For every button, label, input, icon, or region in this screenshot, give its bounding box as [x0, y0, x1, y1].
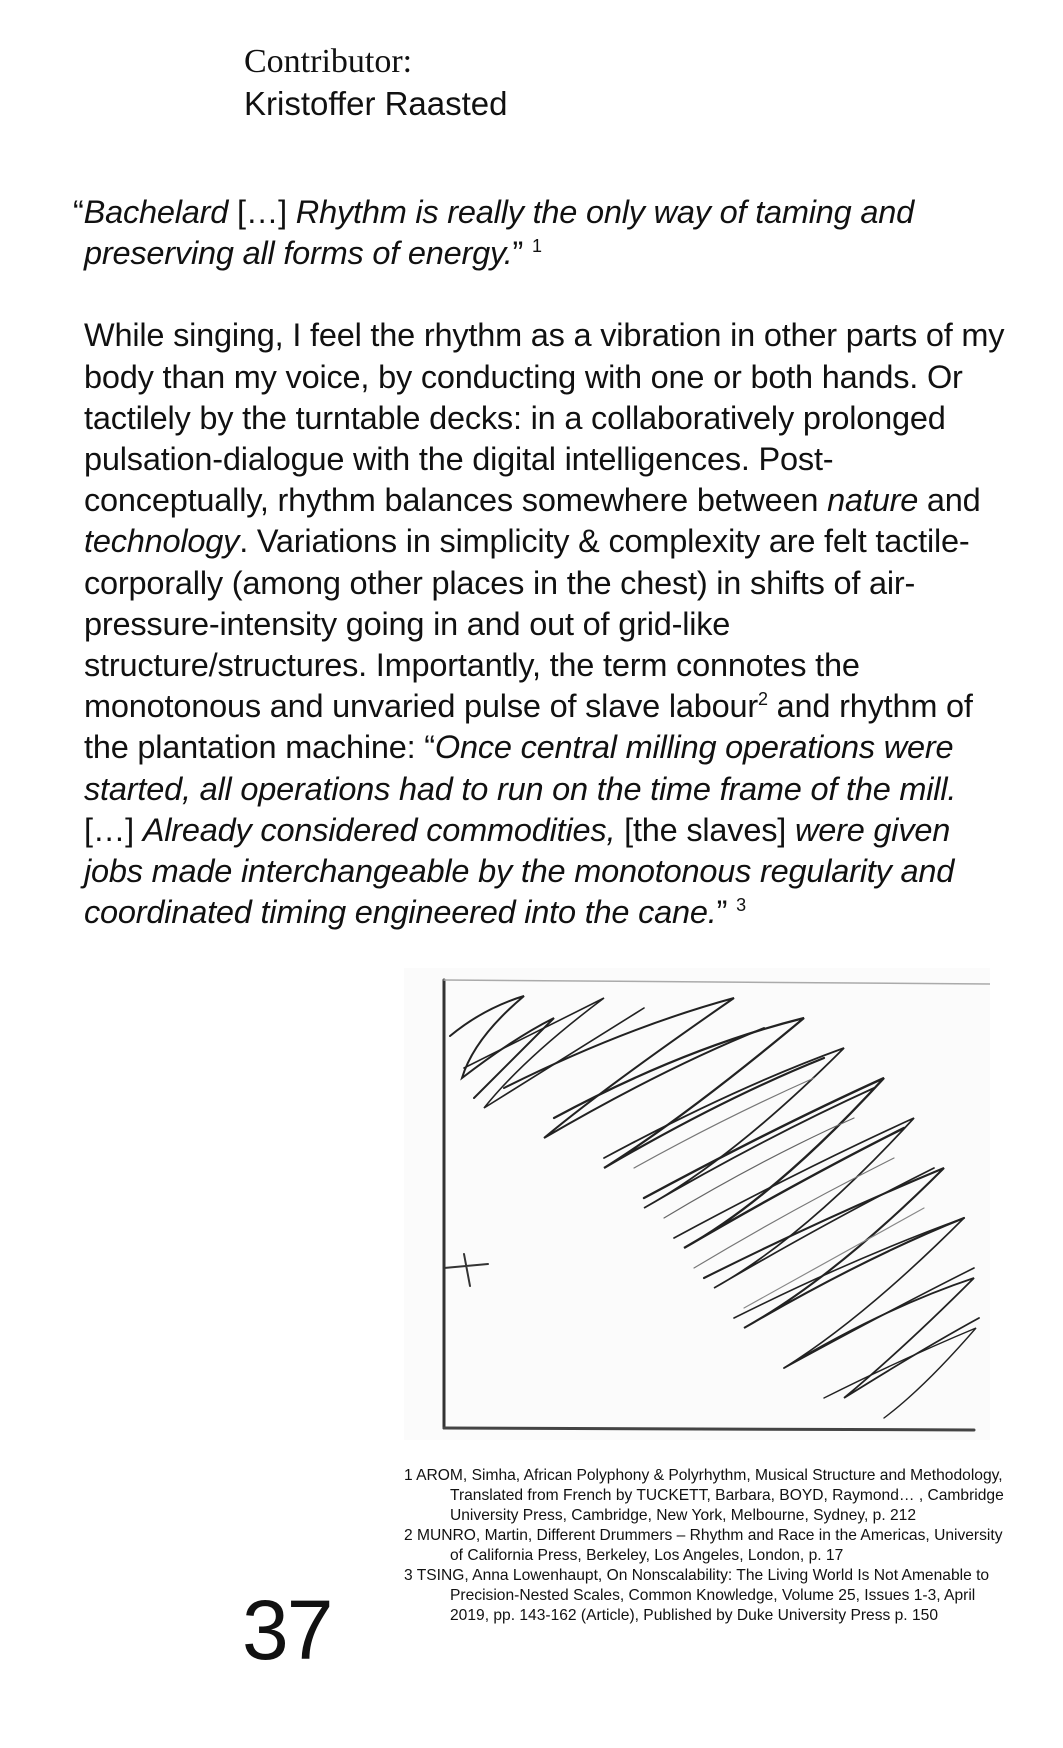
- inline-quote-2: Already considered commodities,: [142, 811, 616, 848]
- page-number: 37: [242, 1583, 332, 1677]
- inline-bracket: [the slaves]: [615, 811, 795, 848]
- footnote-1: 1 AROM, Simha, African Polyphony & Polyrhythm, Musical Structure and Methodology, Translated from French by TUCKETT, Barbara, BOYD, Raymond… , Cambridge University Press, Cambridge, New York, Melbourne, Sydney, p. 212: [404, 1467, 1004, 1524]
- body-paragraph: [84, 315, 1009, 933]
- contributor-name: Kristoffer Raasted: [244, 85, 508, 122]
- footnote-ref-3: 3: [736, 895, 746, 916]
- footnotes: [404, 1466, 1004, 1626]
- rhythm-sketch-image: [404, 968, 990, 1440]
- quote-close-mark: ”: [512, 235, 532, 272]
- footnote-2: 2 MUNRO, Martin, Different Drummers – Rhythm and Race in the Americas, University of California Press, Berkeley, Los Angeles, London, p. 17: [404, 1527, 1003, 1564]
- body-text-2: . Variations in simplicity & complexity are felt tactile-corporally (among other places in the chest) in shifts of air-pressure-intensity going in and out of grid-like structure/structures. Importantly, the term connotes the monotonous and unvaried pulse of slave labour: [84, 523, 970, 725]
- body-term-technology: technology: [84, 523, 240, 560]
- article-body: [73, 192, 1009, 933]
- inline-ellipsis: […]: [84, 811, 143, 848]
- scribble-drawing: [404, 968, 990, 1440]
- footnote-ref-2: 2: [757, 689, 768, 710]
- contributor-label: Contributor:: [244, 43, 413, 80]
- quote-text: Rhythm is really the only way of taming and preserving all forms of energy.: [84, 194, 915, 272]
- epigraph-quote: [73, 192, 1009, 274]
- inline-close-mark: ”: [716, 894, 737, 931]
- footnote-ref-1: 1: [531, 236, 542, 257]
- quote-open-mark: “: [73, 194, 84, 230]
- quote-ellipsis: […]: [228, 194, 296, 230]
- inline-quote-3: were given jobs made interchangeable by the monotonous regularity and coordinated timing engineered into the cane.: [84, 811, 955, 931]
- quote-author: Bachelard: [83, 194, 229, 230]
- body-text-1: While singing, I feel the rhythm as a vibration in other parts of my body than my voice, by conducting with one or both hands. Or tactilely by the turntable decks: in a collaboratively prolonged pulsation-dialogue with the digital intelligences. Post-conceptually, rhythm balances somewhere between: [84, 317, 1005, 519]
- inline-quote-1: Once central milling operations were started, all operations had to run on the time frame of the mill.: [84, 729, 957, 807]
- body-term-nature: nature: [827, 482, 919, 519]
- body-text-3: and rhythm of the plantation machine: “: [84, 688, 973, 766]
- body-text-and: and: [918, 482, 981, 519]
- footnote-3: 3 TSING, Anna Lowenhaupt, On Nonscalability: The Living World Is Not Amenable to Precision-Nested Scales, Common Knowledge, Volume 25, Issues 1-3, April 2019, pp. 143-162 (Article), Published by Duke University Press p. 150: [404, 1567, 990, 1624]
